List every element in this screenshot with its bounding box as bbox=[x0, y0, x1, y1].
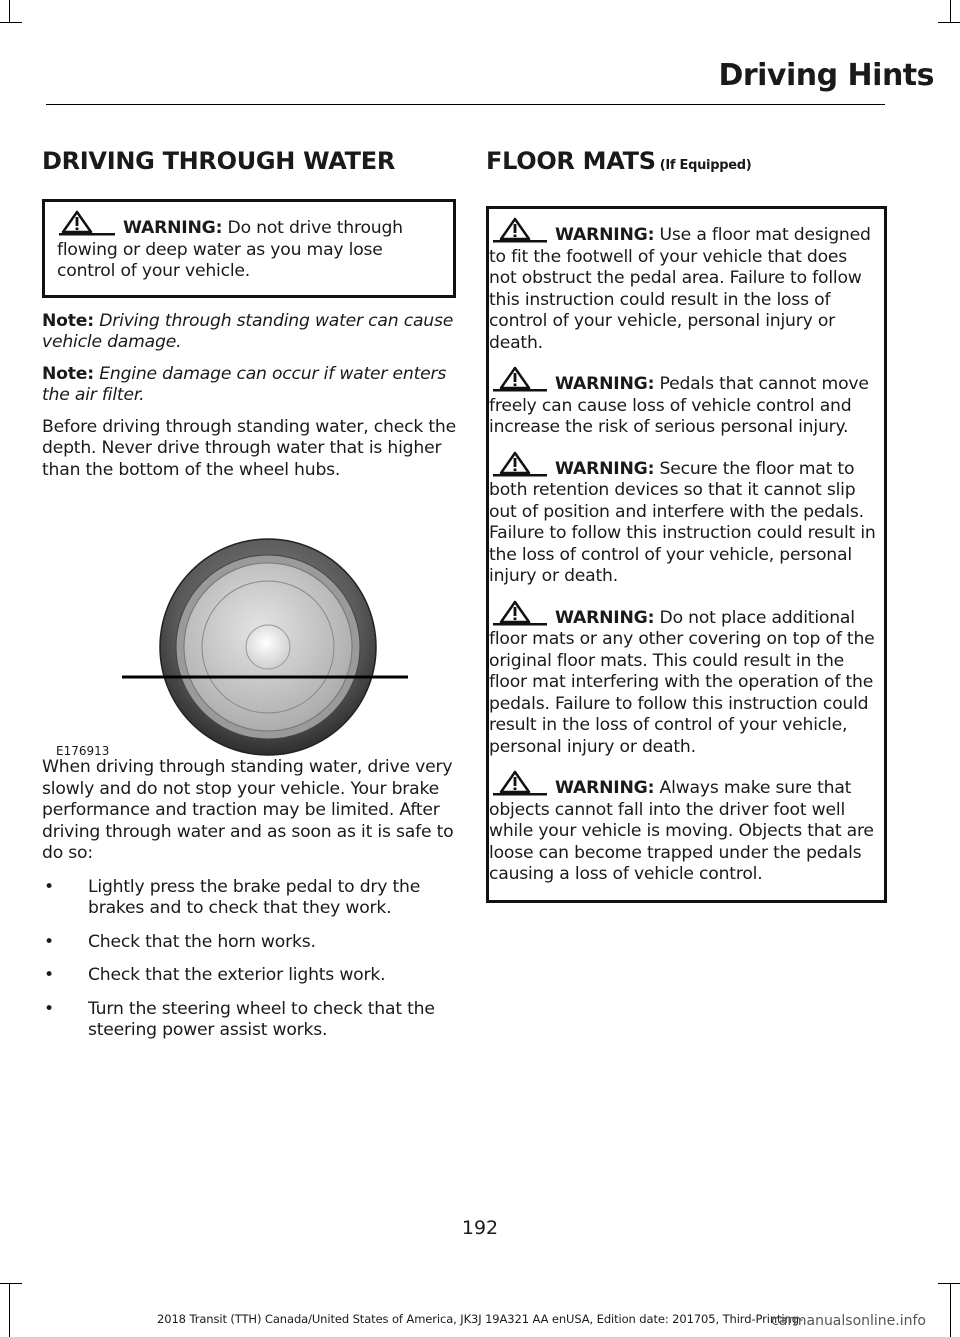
warning-label: WARNING: bbox=[123, 218, 223, 238]
note-paragraph bbox=[42, 364, 456, 407]
warning-text: Do not place additional floor mats or any other covering on top of the original floor mats. This could result in the floor mat interfering with the operation of the pedals. Failure to follow this instruction could result in the loss of control of your vehicle, personal injury or death. bbox=[489, 607, 875, 757]
warning-box-water bbox=[42, 199, 456, 298]
note-text: Driving through standing water can cause vehicle damage. bbox=[42, 310, 454, 352]
header-rule bbox=[46, 104, 885, 105]
watermark: carmanualsonline.info bbox=[771, 1313, 926, 1329]
warning-text: Do not drive through flowing or deep water as you may lose control of your vehicle. bbox=[57, 218, 403, 281]
warning-paragraph bbox=[489, 770, 878, 886]
list-item-text: Check that the horn works. bbox=[88, 931, 316, 952]
warning-triangle-icon bbox=[489, 770, 549, 796]
crop-mark bbox=[0, 1283, 22, 1284]
list-item-text: Turn the steering wheel to check that the steering power assist works. bbox=[88, 998, 435, 1040]
crop-mark bbox=[950, 0, 951, 22]
bullet-glyph: • bbox=[44, 876, 54, 897]
warning-triangle-icon bbox=[489, 600, 549, 626]
note-label: Note: bbox=[42, 363, 94, 384]
heading-text: FLOOR MATS bbox=[486, 147, 656, 175]
warning-text: Use a floor mat designed to fit the footwell of your vehicle that does not obstruct the pedal area. Failure to follow this instruction could result in the loss of control of your vehicle, personal injury or death. bbox=[489, 225, 871, 353]
page-header-title: Driving Hints bbox=[718, 58, 934, 93]
page-number: 192 bbox=[461, 1217, 499, 1239]
warning-label: WARNING: bbox=[555, 225, 655, 245]
crop-mark bbox=[950, 1283, 951, 1337]
right-column bbox=[486, 145, 886, 903]
warning-label: WARNING: bbox=[555, 374, 655, 394]
warning-triangle-icon bbox=[489, 451, 549, 477]
bullet-glyph: • bbox=[44, 965, 54, 985]
warning-paragraph bbox=[57, 210, 443, 283]
warning-text: Pedals that cannot move freely can cause loss of vehicle control and increase the risk of serious personal injury. bbox=[489, 374, 869, 437]
wheel-illustration bbox=[42, 530, 456, 762]
warning-label: WARNING: bbox=[555, 607, 655, 628]
list-item bbox=[42, 877, 456, 920]
note-paragraph bbox=[42, 311, 456, 354]
warning-paragraph bbox=[489, 451, 878, 588]
list-item bbox=[42, 999, 456, 1042]
note-label: Note: bbox=[42, 310, 94, 331]
body-paragraph: Before driving through standing water, check the depth. Never drive through water that is higher than the bottom of the wheel hubs. bbox=[42, 416, 456, 480]
section-heading-floor-mats bbox=[486, 145, 886, 182]
section-heading-driving-through-water: DRIVING THROUGH WATER bbox=[42, 147, 395, 175]
warning-paragraph bbox=[489, 217, 878, 354]
bullet-list bbox=[42, 877, 456, 1042]
hub-cap bbox=[246, 625, 290, 669]
list-item bbox=[42, 965, 456, 987]
note-text: Engine damage can occur if water enters the air filter. bbox=[42, 363, 447, 405]
warning-paragraph bbox=[489, 366, 878, 439]
warning-text: Always make sure that objects cannot fall into the driver foot well while your vehicle is moving. Objects that are loose can become trapped under the pedals causing a loss of vehicle control. bbox=[489, 778, 874, 884]
list-item-text: Lightly press the brake pedal to dry the brakes and to check that they work. bbox=[88, 876, 421, 918]
crop-mark bbox=[938, 1283, 960, 1284]
warning-text: Secure the floor mat to both retention devices so that it cannot slip out of position and interfere with the pedals. Failure to follow this instruction could result in the loss of control of your vehicle, personal injury or death. bbox=[489, 458, 876, 586]
crop-mark bbox=[9, 1283, 10, 1337]
warning-box-floor-mats bbox=[486, 206, 887, 903]
figure-code: E176913 bbox=[56, 744, 110, 758]
warning-triangle-icon bbox=[57, 210, 117, 236]
crop-mark bbox=[9, 0, 10, 22]
warning-paragraph bbox=[489, 600, 878, 759]
heading-qualifier: (If Equipped) bbox=[659, 158, 752, 173]
crop-mark bbox=[938, 22, 960, 23]
bullet-glyph: • bbox=[44, 931, 54, 952]
warning-label: WARNING: bbox=[555, 458, 655, 479]
warning-label: WARNING: bbox=[555, 778, 655, 798]
footer-edition-info: 2018 Transit (TTH) Canada/United States of America, JK3J 19A321 AA enUSA, Edition date: 201705, Third-Printing- bbox=[157, 1312, 803, 1326]
wheel-water-level-figure bbox=[42, 530, 456, 762]
bullet-glyph: • bbox=[44, 998, 54, 1019]
list-item-text: Check that the exterior lights work. bbox=[88, 965, 386, 985]
body-paragraph: When driving through standing water, drive very slowly and do not stop your vehicle. Your brake performance and traction may be limited. After driving through water and as soon as it is safe to do so: bbox=[42, 757, 454, 863]
warning-triangle-icon bbox=[489, 366, 549, 392]
crop-mark bbox=[0, 22, 22, 23]
list-item bbox=[42, 932, 456, 954]
warning-triangle-icon bbox=[489, 217, 549, 243]
